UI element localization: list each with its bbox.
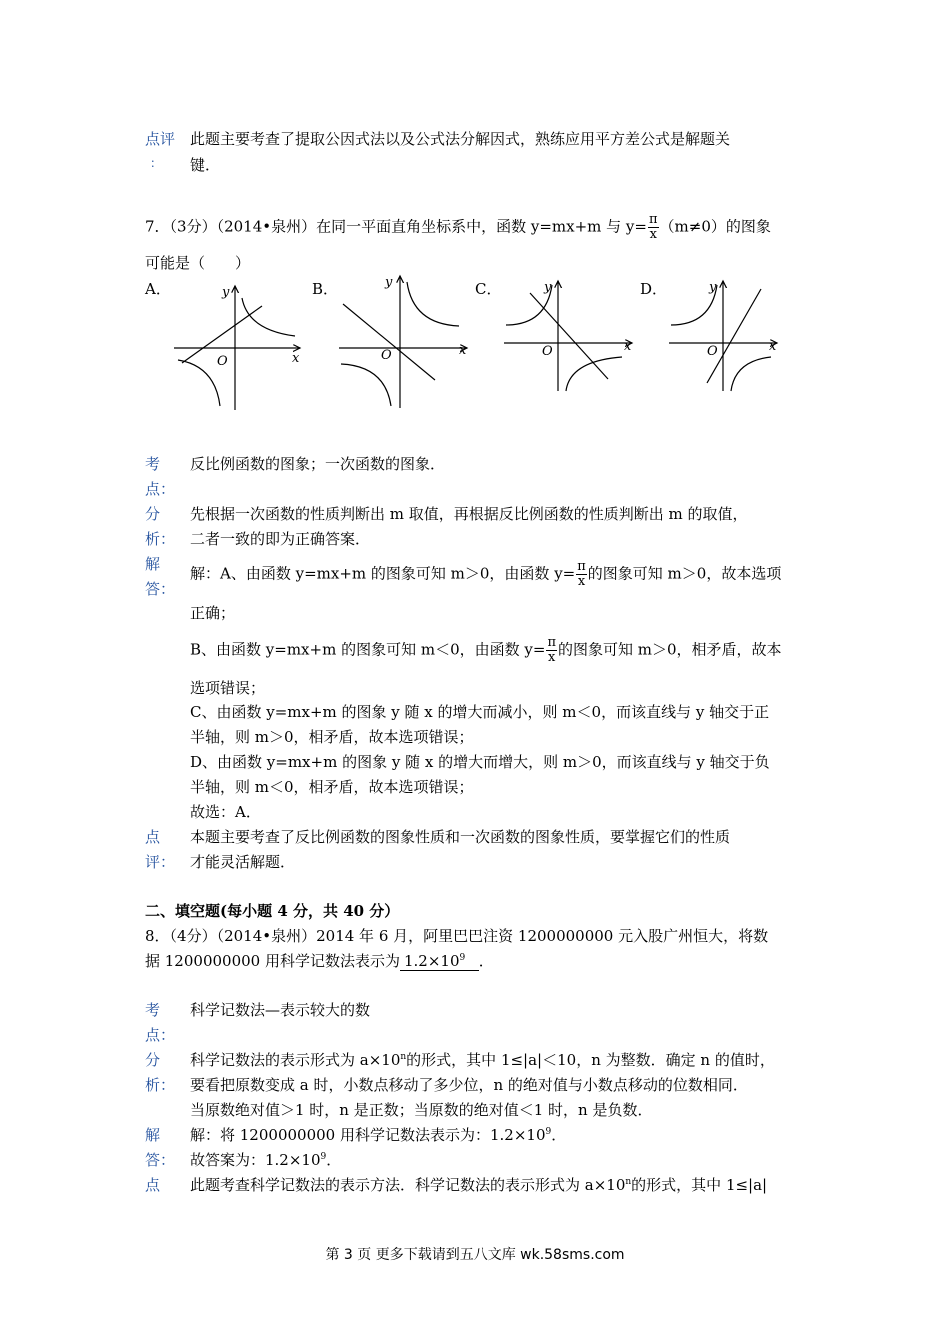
origin-label: O [381,348,392,363]
hyperbola-branch-2 [566,357,622,391]
origin-label: O [542,344,553,359]
q7-kaodian-label: 考 [145,455,161,473]
q7-stem-2: 可能是（ ） [145,254,251,272]
line-graph [707,289,761,383]
prev-comment-text-2: 键． [190,156,221,174]
q8-dianping-1: 此题考查科学记数法的表示方法．科学记数法的表示形式为 $a\times 10^n$的形式，其中 1≤|a| [190,1176,768,1194]
q7-jieda-b-2: 选项错误； [190,679,266,697]
x-axis-label: x [459,343,467,358]
q8-jieda-label: 解 [145,1126,161,1144]
q8-kaodian-label: 考 [145,1001,161,1019]
origin-label: O [707,344,718,359]
graph-option-c [500,275,640,413]
prev-comment-label-colon: ： [150,156,163,170]
graph-option-a [170,278,310,413]
page-footer: 第 3 页 更多下载请到五八文库 wk.58sms.com [325,1247,625,1263]
hyperbola-branch-2 [341,364,391,406]
q7-jieda-a-2: 正确； [190,604,236,622]
q7-jieda-b: B、由函数 y=mx+m 的图象可知 m＜0，由函数 y= $\frac{\pi}{x}$ 的图象可知 m＞0，相矛盾，故本 [190,635,782,665]
q8-fenxi-label: 分 [145,1051,161,1069]
q7-fenxi-label: 分 [145,505,161,523]
q8-kaodian-label-2: 点： [145,1026,176,1044]
q8-fenxi-label-2: 析： [145,1076,176,1094]
q7-jieda-a: 解：A、由函数 y=mx+m 的图象可知 m＞0，由函数 y= $\frac{\pi}{x}$ 的图象可知 m＞0，故本选项 [190,559,782,589]
q8-fenxi-3: 当原数绝对值＞1 时，n 是正数；当原数的绝对值＜1 时，n 是负数． [190,1101,653,1119]
option-a-label[interactable]: A． [145,280,171,298]
q8-fenxi-2: 要看把原数变成 a 时，小数点移动了多少位，n 的绝对值与小数点移动的位数相同． [190,1076,748,1094]
q7-dianping-label-2: 评： [145,853,176,871]
prev-comment-text: 此题主要考查了提取公因式法以及公式法分解因式，熟练应用平方差公式是解题关 [190,130,731,148]
x-axis-label: x [624,339,632,354]
q7-fenxi-1: 先根据一次函数的性质判断出 m 取值，再根据反比例函数的性质判断出 m 的取值， [190,505,748,523]
q8-fenxi-1: 科学记数法的表示形式为 $a\times 10^n$的形式，其中 1≤|a|＜10，n 为整数．确定 n 的值时， [190,1051,775,1069]
q7-dianping-1: 本题主要考查了反比例函数的图象性质和一次函数的图象性质，要掌握它们的性质 [190,828,731,846]
origin-label: O [217,354,228,369]
q7-kaodian-label-2: 点： [145,480,176,498]
hyperbola-branch-1 [407,282,459,326]
q7-kaodian: 反比例函数的图象；一次函数的图象． [190,455,446,473]
q7-jieda-d-2: 半轴，则 m＜0，相矛盾，故本选项错误； [190,778,474,796]
fraction-pi-over-x: $\frac{\pi}{x}$ [648,212,658,242]
q7-dianping-2: 才能灵活解题． [190,853,296,871]
q7-stem: 7．（3分）（2014•泉州）在同一平面直角坐标系中，函数 y=mx+m 与 y= $\frac{\pi}{x}$ （m≠0）的图象 [145,212,771,242]
q8-answer-blank: $1.2\times 10^9$ [400,952,479,971]
line-graph [343,304,435,380]
q8-stem-2: 据 1200000000 用科学记数法表示为 $1.2\times 10^9$ ． [145,952,494,970]
q7-jieda-label-2: 答： [145,580,176,598]
y-axis-label: y [709,280,717,295]
section-2-title: 二、填空题(每小题 4 分，共 40 分） [145,902,400,920]
q8-kaodian: 科学记数法—表示较大的数 [190,1001,371,1019]
hyperbola-branch-2 [178,360,220,406]
hyperbola-branch-2 [731,357,771,391]
q7-jieda-d: D、由函数 y=mx+m 的图象 y 随 x 的增大而增大，则 m＞0，而该直线与 y 轴交于负 [190,753,770,771]
q7-jieda-c-2: 半轴，则 m＞0，相矛盾，故本选项错误； [190,728,474,746]
q7-dianping-label: 点 [145,828,161,846]
q7-fenxi-label-2: 析： [145,530,176,548]
y-axis-label: y [385,275,393,290]
option-c-label[interactable]: C． [475,280,502,298]
option-d-label[interactable]: D． [640,280,668,298]
q7-jieda-e: 故选：A． [190,803,261,821]
fraction-pi-over-x: $\frac{\pi}{x}$ [547,635,556,665]
q8-jieda-label-2: 答： [145,1151,176,1169]
q8-dianping-label: 点 [145,1176,161,1194]
q8-jieda-2: 故答案为：$1.2\times 10^9$． [190,1151,342,1169]
q8-jieda-1: 解：将 1200000000 用科学记数法表示为：$1.2\times 10^9$． [190,1126,567,1144]
fraction-pi-over-x: $\frac{\pi}{x}$ [577,559,586,589]
option-b-label[interactable]: B． [312,280,339,298]
graph-option-d [665,275,805,413]
line-graph [530,293,608,379]
y-axis-label: y [222,285,230,300]
y-axis-label: y [544,280,552,295]
hyperbola-branch-1 [242,298,295,336]
q8-stem: 8．（4分）（2014•泉州）2014 年 6 月，阿里巴巴注资 1200000000 元入股广州恒大，将数 [145,927,769,945]
prev-comment-label: 点评 [145,130,176,148]
q7-jieda-label: 解 [145,555,161,573]
graph-option-b [335,268,475,413]
q7-fenxi-2: 二者一致的即为正确答案． [190,530,371,548]
q7-jieda-c: C、由函数 y=mx+m 的图象 y 随 x 的增大而减小，则 m＜0，而该直线与 y 轴交于正 [190,703,770,721]
x-axis-label: x [769,339,777,354]
x-axis-label: x [292,351,300,366]
